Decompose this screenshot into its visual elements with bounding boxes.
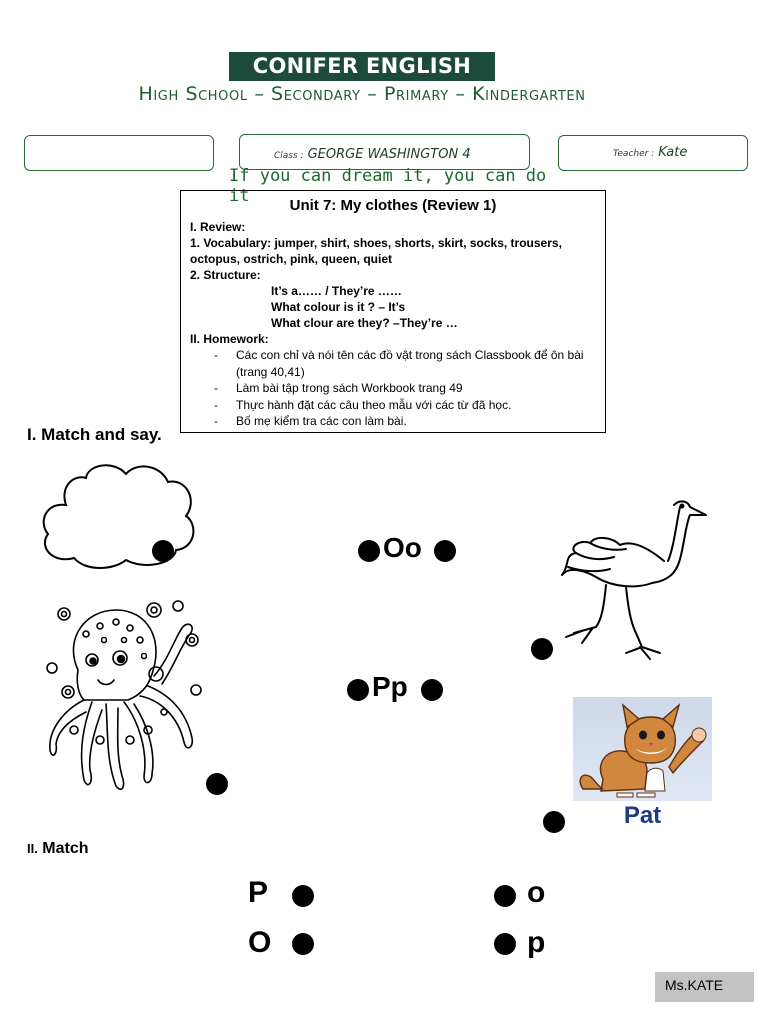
- cat-caption: Pat: [573, 801, 712, 831]
- homework-heading: II. Homework:: [190, 332, 269, 346]
- structure-heading: 2. Structure:: [190, 268, 261, 282]
- review-box: [180, 190, 606, 433]
- match-dot[interactable]: [543, 811, 565, 833]
- octopus-illustration: [44, 600, 206, 796]
- match-dot[interactable]: [152, 540, 174, 562]
- cat-card: [573, 697, 712, 831]
- structure-line: It’s a…… / They’re ……: [271, 284, 402, 298]
- teacher-label: Teacher :: [613, 149, 655, 159]
- letters-pp: Pp: [372, 671, 408, 702]
- letter-right-1: o: [527, 876, 546, 909]
- motto: If you can dream it, you can do it: [229, 166, 547, 206]
- match-dot[interactable]: [292, 885, 314, 907]
- structure-line: What colour is it ? – It’s: [271, 300, 406, 314]
- exercise2-label: Match: [37, 840, 89, 857]
- cat-illustration: [573, 697, 712, 807]
- ostrich-illustration: [556, 495, 716, 665]
- class-label: Class :: [274, 151, 304, 161]
- homework-item: - Bố mẹ kiểm tra các con làm bài.: [236, 413, 596, 430]
- letter-left-1: P: [248, 876, 269, 909]
- exercise2-number: II.: [27, 841, 38, 856]
- match-dot[interactable]: [494, 933, 516, 955]
- exercise1-title: I. Match and say.: [27, 425, 162, 444]
- structure-line: What clour are they? –They’re …: [271, 316, 458, 330]
- match-dot[interactable]: [421, 679, 443, 701]
- author-tag: Ms.KATE: [655, 972, 754, 1002]
- letter-right-2: p: [527, 926, 546, 959]
- homework-list: [190, 347, 596, 430]
- brand-logo: CONIFER ENGLISH: [229, 52, 495, 81]
- unit-title: Unit 7: My clothes (Review 1): [289, 197, 497, 214]
- match-dot[interactable]: [434, 540, 456, 562]
- homework-item: - Các con chỉ và nói tên các đồ vật trong sách Classbook để ôn bài (trang 40,41): [236, 347, 596, 380]
- name-box: [24, 135, 214, 171]
- letter-left-2: O: [248, 926, 272, 959]
- exercise2-title: [27, 840, 89, 858]
- class-box: [239, 134, 530, 170]
- match-dot[interactable]: [494, 885, 516, 907]
- teacher-box: [558, 135, 748, 171]
- match-dot[interactable]: [358, 540, 380, 562]
- review-heading: I. Review:: [190, 220, 246, 234]
- homework-item: - Thực hành đặt các câu theo mẫu với các từ đã học.: [236, 397, 596, 414]
- class-value: GEORGE WASHINGTON 4: [307, 147, 471, 162]
- letters-oo: Oo: [383, 532, 422, 563]
- match-dot[interactable]: [292, 933, 314, 955]
- match-dot[interactable]: [347, 679, 369, 701]
- homework-item: - Làm bài tập trong sách Workbook trang 49: [236, 380, 596, 397]
- teacher-value: Kate: [658, 145, 688, 160]
- school-levels: High School – Secondary – Primary – Kindergarten: [138, 83, 586, 105]
- match-dot[interactable]: [531, 638, 553, 660]
- match-dot[interactable]: [206, 773, 228, 795]
- vocabulary-line: 1. Vocabulary: jumper, shirt, shoes, shorts, skirt, socks, trousers, octopus, ostrich, pink, queen, quiet: [190, 236, 562, 266]
